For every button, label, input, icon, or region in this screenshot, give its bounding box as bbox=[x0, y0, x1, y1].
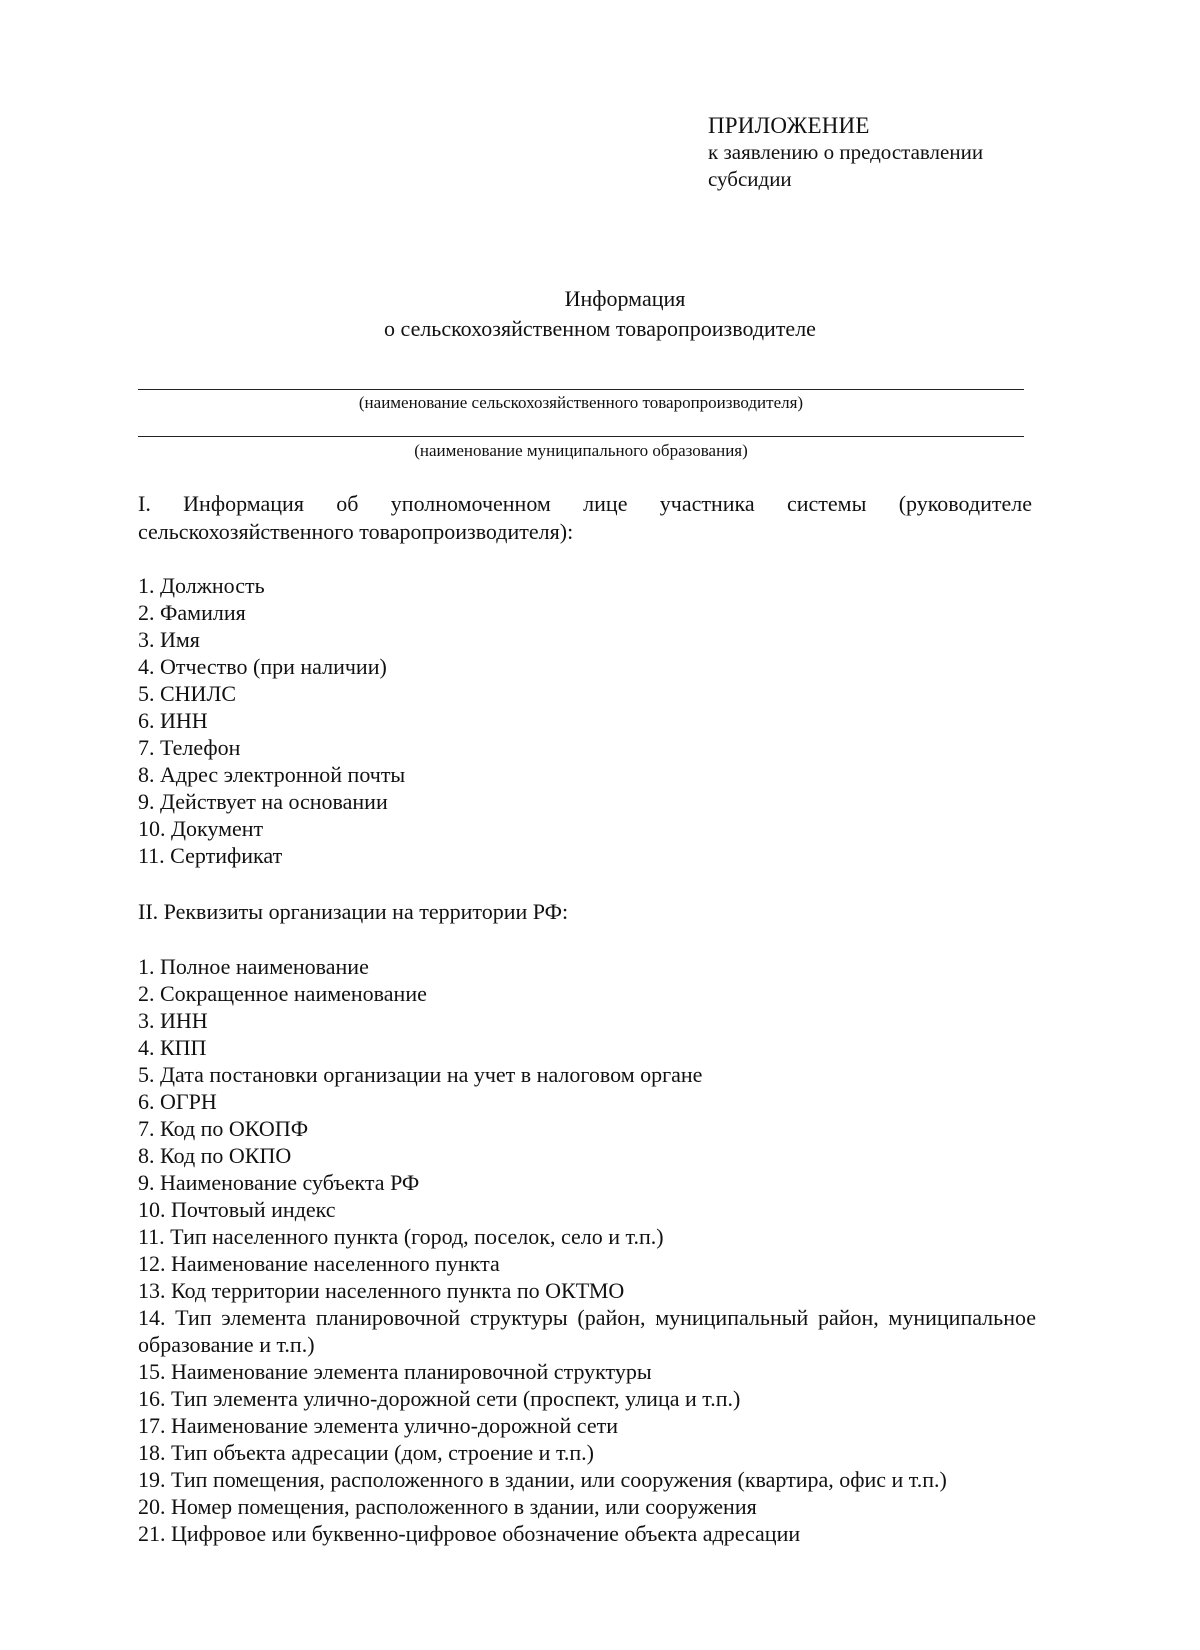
fill-in-line-municipality bbox=[138, 436, 1024, 437]
document-title-line: Информация bbox=[564, 286, 686, 311]
list-item: 10. Почтовый индекс bbox=[138, 1197, 336, 1222]
list-item: 21. Цифровое или буквенно-цифровое обозначение объекта адресации bbox=[138, 1521, 801, 1546]
list-item: 2. Фамилия bbox=[138, 600, 246, 625]
list-item: 12. Наименование населенного пункта bbox=[138, 1251, 500, 1276]
appendix-title: ПРИЛОЖЕНИЕ bbox=[708, 113, 870, 138]
section-1-list bbox=[138, 572, 1036, 869]
list-item: 5. Дата постановки организации на учет в налоговом органе bbox=[138, 1062, 703, 1087]
appendix-header bbox=[708, 112, 1038, 193]
list-item: 9. Действует на основании bbox=[138, 789, 388, 814]
fill-in-line-producer-name bbox=[138, 389, 1024, 390]
list-item: 8. Адрес электронной почты bbox=[138, 762, 406, 787]
list-item: 7. Код по ОКОПФ bbox=[138, 1116, 309, 1141]
list-item: 1. Должность bbox=[138, 573, 265, 598]
list-item: 11. Тип населенного пункта (город, поселок, село и т.п.) bbox=[138, 1224, 664, 1249]
list-item: 4. КПП bbox=[138, 1035, 207, 1060]
list-item: 20. Номер помещения, расположенного в здании, или сооружения bbox=[138, 1494, 757, 1519]
section-2-list bbox=[138, 953, 1036, 1547]
list-item: 3. Имя bbox=[138, 627, 200, 652]
list-item: 18. Тип объекта адресации (дом, строение и т.п.) bbox=[138, 1440, 595, 1465]
list-item: 11. Сертификат bbox=[138, 843, 283, 868]
list-item: 14. Тип элемента планировочной структуры (район, муниципальный район, муниципальное образование и т.п.) bbox=[138, 1305, 1036, 1357]
list-item: 6. ОГРН bbox=[138, 1089, 217, 1114]
appendix-subtitle-line: субсидии bbox=[708, 167, 792, 191]
list-item: 4. Отчество (при наличии) bbox=[138, 654, 387, 679]
section-1-heading: I. Информация об уполномоченном лице участника системы (руководителе сельскохозяйственного товаропроизводителя): bbox=[138, 491, 1032, 544]
list-item: 10. Документ bbox=[138, 816, 264, 841]
list-item: 13. Код территории населенного пункта по ОКТМО bbox=[138, 1278, 625, 1303]
list-item: 5. СНИЛС bbox=[138, 681, 237, 706]
list-item: 16. Тип элемента улично-дорожной сети (проспект, улица и т.п.) bbox=[138, 1386, 741, 1411]
list-item: 9. Наименование субъекта РФ bbox=[138, 1170, 420, 1195]
list-item: 17. Наименование элемента улично-дорожной сети bbox=[138, 1413, 618, 1438]
list-item: 19. Тип помещения, расположенного в здании, или сооружения (квартира, офис и т.п.) bbox=[138, 1467, 947, 1492]
list-item: 3. ИНН bbox=[138, 1008, 208, 1033]
fill-in-caption-municipality: (наименование муниципального образования) bbox=[414, 441, 748, 460]
list-item: 8. Код по ОКПО bbox=[138, 1143, 292, 1168]
list-item: 1. Полное наименование bbox=[138, 954, 369, 979]
appendix-subtitle-line: к заявлению о предоставлении bbox=[708, 140, 984, 164]
list-item: 15. Наименование элемента планировочной структуры bbox=[138, 1359, 652, 1384]
document-title-line: о сельскохозяйственном товаропроизводителе bbox=[384, 316, 816, 341]
document-title bbox=[0, 284, 1200, 344]
section-2-heading: II. Реквизиты организации на территории РФ: bbox=[138, 899, 569, 924]
list-item: 6. ИНН bbox=[138, 708, 208, 733]
list-item: 7. Телефон bbox=[138, 735, 241, 760]
list-item: 2. Сокращенное наименование bbox=[138, 981, 427, 1006]
fill-in-caption-producer-name: (наименование сельскохозяйственного товаропроизводителя) bbox=[358, 393, 804, 412]
